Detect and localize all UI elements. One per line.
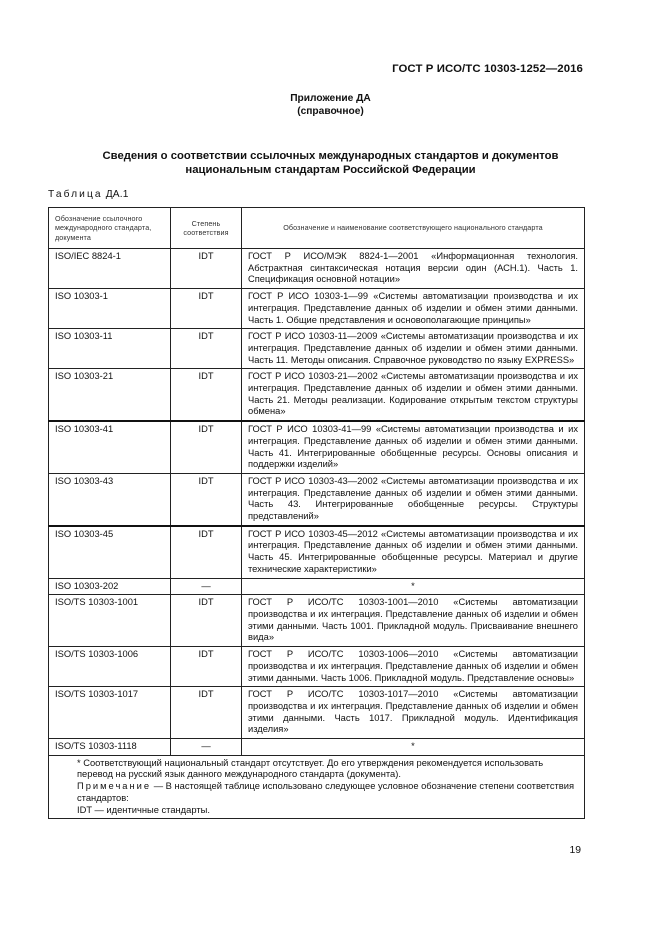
table-row [49,473,585,525]
international-standard-cell: ISO/TS 10303-1017 [49,687,171,739]
table-row [49,249,585,289]
international-standard-cell: ISO 10303-1 [49,289,171,329]
appendix-title: Приложение ДА [290,93,371,104]
degree-cell: IDT [171,369,242,421]
national-standard-cell: ГОСТ Р ИСО 10303-11—2009 «Системы автоматизации производства и их интеграция. Представление данных об изделии и обмен этими данными. Часть 11. Методы описания. Справочное руководство по языку EXPRESS» [242,329,585,369]
national-standard-cell: ГОСТ Р ИСО/ТС 10303-1001—2010 «Системы автоматизации производства и их интеграция. Представление данных об изделии и обмен этими данными. Часть 1001. Прикладной модуль. Присваивание внешнего вида» [242,595,585,647]
national-standard-cell: ГОСТ Р ИСО 10303-43—2002 «Системы автоматизации производства и их интеграция. Представление данных об изделии и обмен этими данными. Часть 43. Интегрированные обобщенные ресурсы. Структуры представлений» [242,473,585,525]
international-standard-cell: ISO 10303-43 [49,473,171,525]
document-header: ГОСТ Р ИСО/ТС 10303-1252—2016 [392,63,583,75]
correspondence-table [48,207,585,819]
table-header-row [49,208,585,249]
table-row [49,369,585,421]
table-notes [49,755,585,819]
international-standard-cell: ISO 10303-11 [49,329,171,369]
table-row [49,687,585,739]
table-row [49,739,585,756]
international-standard-cell: ISO/TS 10303-1006 [49,647,171,687]
appendix-block [0,92,661,118]
national-standard-cell: ГОСТ Р ИСО/МЭК 8824-1—2001 «Информационная технология. Абстрактная синтаксическая нотация версии один (АСН.1). Часть 1. Спецификация основной нотации» [242,249,585,289]
international-standard-cell: ISO 10303-202 [49,578,171,595]
note-text: — В настоящей таблице использовано следующее условное обозначение степени соответствия стандартов: [77,781,575,803]
degree-cell: — [171,739,242,756]
table-label-number: ДА.1 [105,189,129,200]
column-header-international: Обозначение ссылочного международного стандарта, документа [49,208,171,249]
national-standard-cell: * [242,739,585,756]
national-standard-cell: ГОСТ Р ИСО 10303-45—2012 «Системы автоматизации производства и их интеграция. Представление данных об изделии и обмен этими данными. Часть 45. Интегрированные обобщенные ресурсы. Материал и другие технические характеристики» [242,526,585,578]
column-header-degree: Степень соответствия [171,208,242,249]
footnote: * Соответствующий национальный стандарт отсутствует. До его утверждения рекомендуется использовать перевод на русский язык данного международного стандарта (документа). [77,757,544,780]
table-row [49,578,585,595]
section-heading-line-1: Сведения о соответствии ссылочных международных стандартов и документов [102,150,559,162]
degree-cell: IDT [171,289,242,329]
column-header-national: Обозначение и наименование соответствующего национального стандарта [242,208,585,249]
note-label: Примечание [77,781,152,792]
degree-cell: IDT [171,647,242,687]
international-standard-cell: ISO 10303-41 [49,421,171,473]
degree-cell: IDT [171,595,242,647]
degree-cell: IDT [171,526,242,578]
table-row [49,329,585,369]
appendix-subtitle: (справочное) [297,106,364,117]
international-standard-cell: ISO/IEC 8824-1 [49,249,171,289]
international-standard-cell: ISO 10303-21 [49,369,171,421]
degree-cell: IDT [171,687,242,739]
national-standard-cell: ГОСТ Р ИСО/ТС 10303-1006—2010 «Системы автоматизации производства и их интеграция. Представление данных об изделии и обмен этими данными. Часть 1006. Прикладной модуль. Представление основы» [242,647,585,687]
section-heading-line-2: национальным стандартам Российской Федерации [185,163,476,176]
table-notes-row [49,755,585,819]
degree-cell: IDT [171,473,242,525]
national-standard-cell: ГОСТ Р ИСО 10303-21—2002 «Системы автоматизации производства и их интеграция. Представление данных об изделии и обмен этими данными. Часть 21. Методы реализации. Кодирование открытым текстом структуры обмена» [242,369,585,421]
national-standard-cell: * [242,578,585,595]
note [55,781,578,804]
degree-cell: IDT [171,249,242,289]
degree-cell: IDT [171,329,242,369]
national-standard-cell: ГОСТ Р ИСО 10303-41—99 «Системы автоматизации производства и их интеграция. Представление данных об изделии и обмен этими данными. Часть 41. Интегрированные обобщенные ресурсы. Основы описания и поддержки изделий» [242,421,585,473]
table-row [49,647,585,687]
degree-cell: IDT [171,421,242,473]
table-row [49,595,585,647]
international-standard-cell: ISO 10303-45 [49,526,171,578]
section-heading [48,150,613,177]
table-label-word: Таблица [48,189,103,200]
page-number: 19 [569,845,581,856]
national-standard-cell: ГОСТ Р ИСО 10303-1—99 «Системы автоматизации производства и их интеграция. Представление данных об изделии и обмен этими данными. Часть 1. Общие представления и основополагающие принципы» [242,289,585,329]
table-row [49,526,585,578]
international-standard-cell: ISO/TS 10303-1118 [49,739,171,756]
table-row [49,289,585,329]
note-item: IDT — идентичные стандарты. [77,804,210,815]
national-standard-cell: ГОСТ Р ИСО/ТС 10303-1017—2010 «Системы автоматизации производства и их интеграция. Представление данных об изделии и обмен этими данными. Часть 1017. Прикладной модуль. Идентификация изделия» [242,687,585,739]
degree-cell: — [171,578,242,595]
table-row [49,421,585,473]
table-label [48,189,129,200]
international-standard-cell: ISO/TS 10303-1001 [49,595,171,647]
